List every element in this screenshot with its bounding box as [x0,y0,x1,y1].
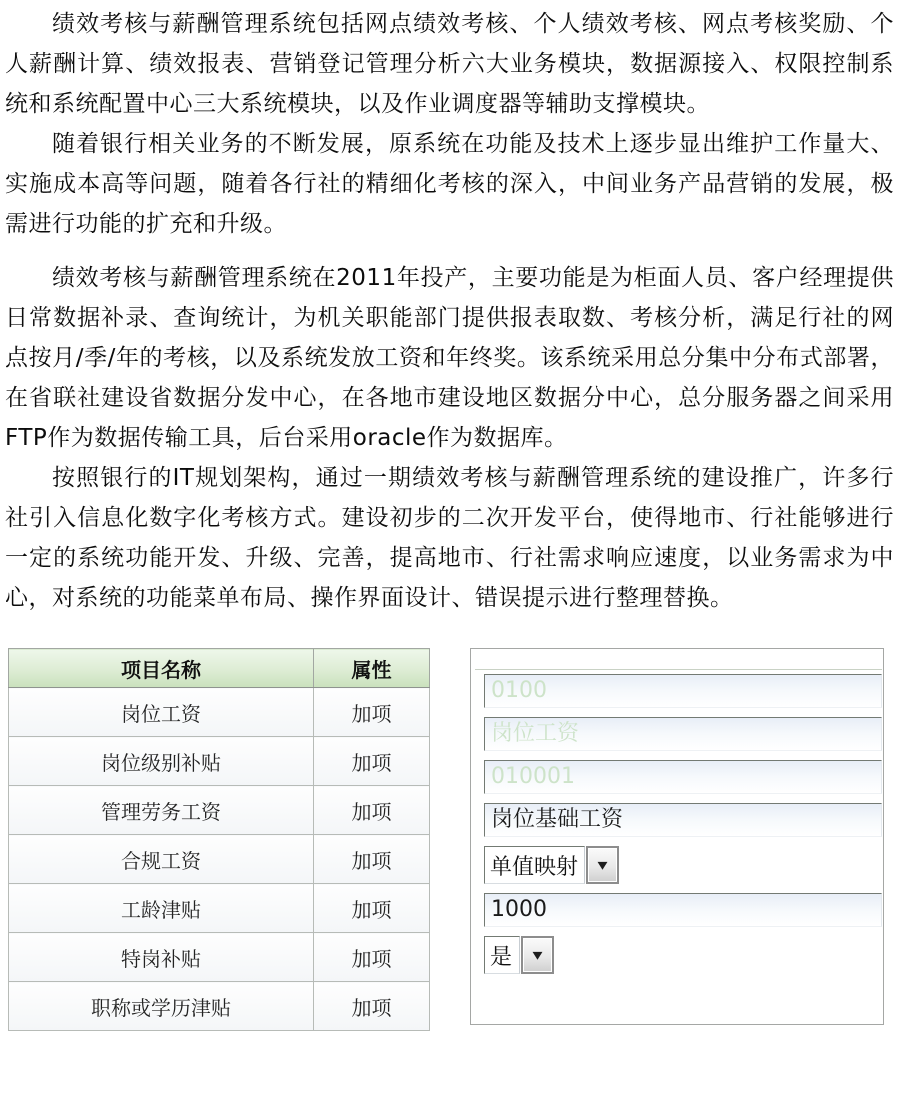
item-code-input [484,760,882,794]
salary-items-table [8,648,430,1031]
item-name-cell: 岗位级别补贴 [9,737,314,786]
flag-select[interactable] [484,936,882,974]
body-text [5,4,894,618]
table-row [9,982,430,1031]
table-row [9,835,430,884]
chevron-down-icon: ▼ [597,859,608,871]
category-code-input [484,674,882,708]
table-row [9,688,430,737]
mapping-type-selected-value: 单值映射 [484,846,585,884]
item-attr-cell: 加项 [314,786,430,835]
amount-input[interactable] [484,893,882,927]
amount-value: 1000 [491,897,547,922]
table-header-row [9,649,430,688]
paragraph-deployment: 绩效考核与薪酬管理系统在2011年投产，主要功能是为柜面人员、客户经理提供日常数据补录、查询统计，为机关职能部门提供报表取数、考核分析，满足行社的网点按月/季/年的考核，以及系统发放工资和年终奖。该系统采用总分集中分布式部署，在省联社建设省数据分发中心，在各地市建设地区数据分中心，总分服务器之间采用FTP作为数据传输工具，后台采用oracle作为数据库。 [5,265,894,451]
item-attr-cell: 加项 [314,737,430,786]
item-name-cell: 特岗补贴 [9,933,314,982]
column-header-attribute: 属性 [314,649,430,688]
category-code-value: 0100 [491,678,547,703]
item-attr-cell: 加项 [314,933,430,982]
category-name-input [484,717,882,751]
item-name-cell: 工龄津贴 [9,884,314,933]
panel-divider [475,669,882,670]
mapping-type-select[interactable] [484,846,882,884]
table-row [9,786,430,835]
chevron-down-icon: ▼ [532,949,543,961]
item-attr-cell: 加项 [314,884,430,933]
item-detail-panel [470,648,884,1025]
flag-dropdown-button[interactable] [521,936,554,974]
item-attr-cell: 加项 [314,982,430,1031]
item-attr-cell: 加项 [314,688,430,737]
item-code-value: 010001 [491,764,575,789]
item-name-value: 岗位基础工资 [491,807,624,832]
table-row [9,884,430,933]
item-attr-cell: 加项 [314,835,430,884]
item-name-cell: 岗位工资 [9,688,314,737]
category-name-value: 岗位工资 [491,721,580,746]
table-row [9,933,430,982]
item-name-cell: 合规工资 [9,835,314,884]
table-row [9,737,430,786]
paragraph-modules: 绩效考核与薪酬管理系统包括网点绩效考核、个人绩效考核、网点考核奖励、个人薪酬计算、绩效报表、营销登记管理分析六大业务模块，数据源接入、权限控制系统和系统配置中心三大系统模块，以及作业调度器等辅助支撑模块。 [5,11,894,117]
paragraph-upgrade-plan: 按照银行的IT规划架构，通过一期绩效考核与薪酬管理系统的建设推广，许多行社引入信息化数字化考核方式。建设初步的二次开发平台，使得地市、行社能够进行一定的系统功能开发、升级、完善，提高地市、行社需求响应速度，以业务需求为中心，对系统的功能菜单布局、操作界面设计、错误提示进行整理替换。 [5,465,894,611]
paragraph-background: 随着银行相关业务的不断发展，原系统在功能及技术上逐步显出维护工作量大、实施成本高等问题，随着各行社的精细化考核的深入，中间业务产品营销的发展，极需进行功能的扩充和升级。 [5,131,894,237]
mapping-type-dropdown-button[interactable] [586,846,619,884]
column-header-project-name: 项目名称 [9,649,314,688]
item-name-cell: 职称或学历津贴 [9,982,314,1031]
item-name-input[interactable] [484,803,882,837]
flag-selected-value: 是 [484,936,520,974]
item-name-cell: 管理劳务工资 [9,786,314,835]
